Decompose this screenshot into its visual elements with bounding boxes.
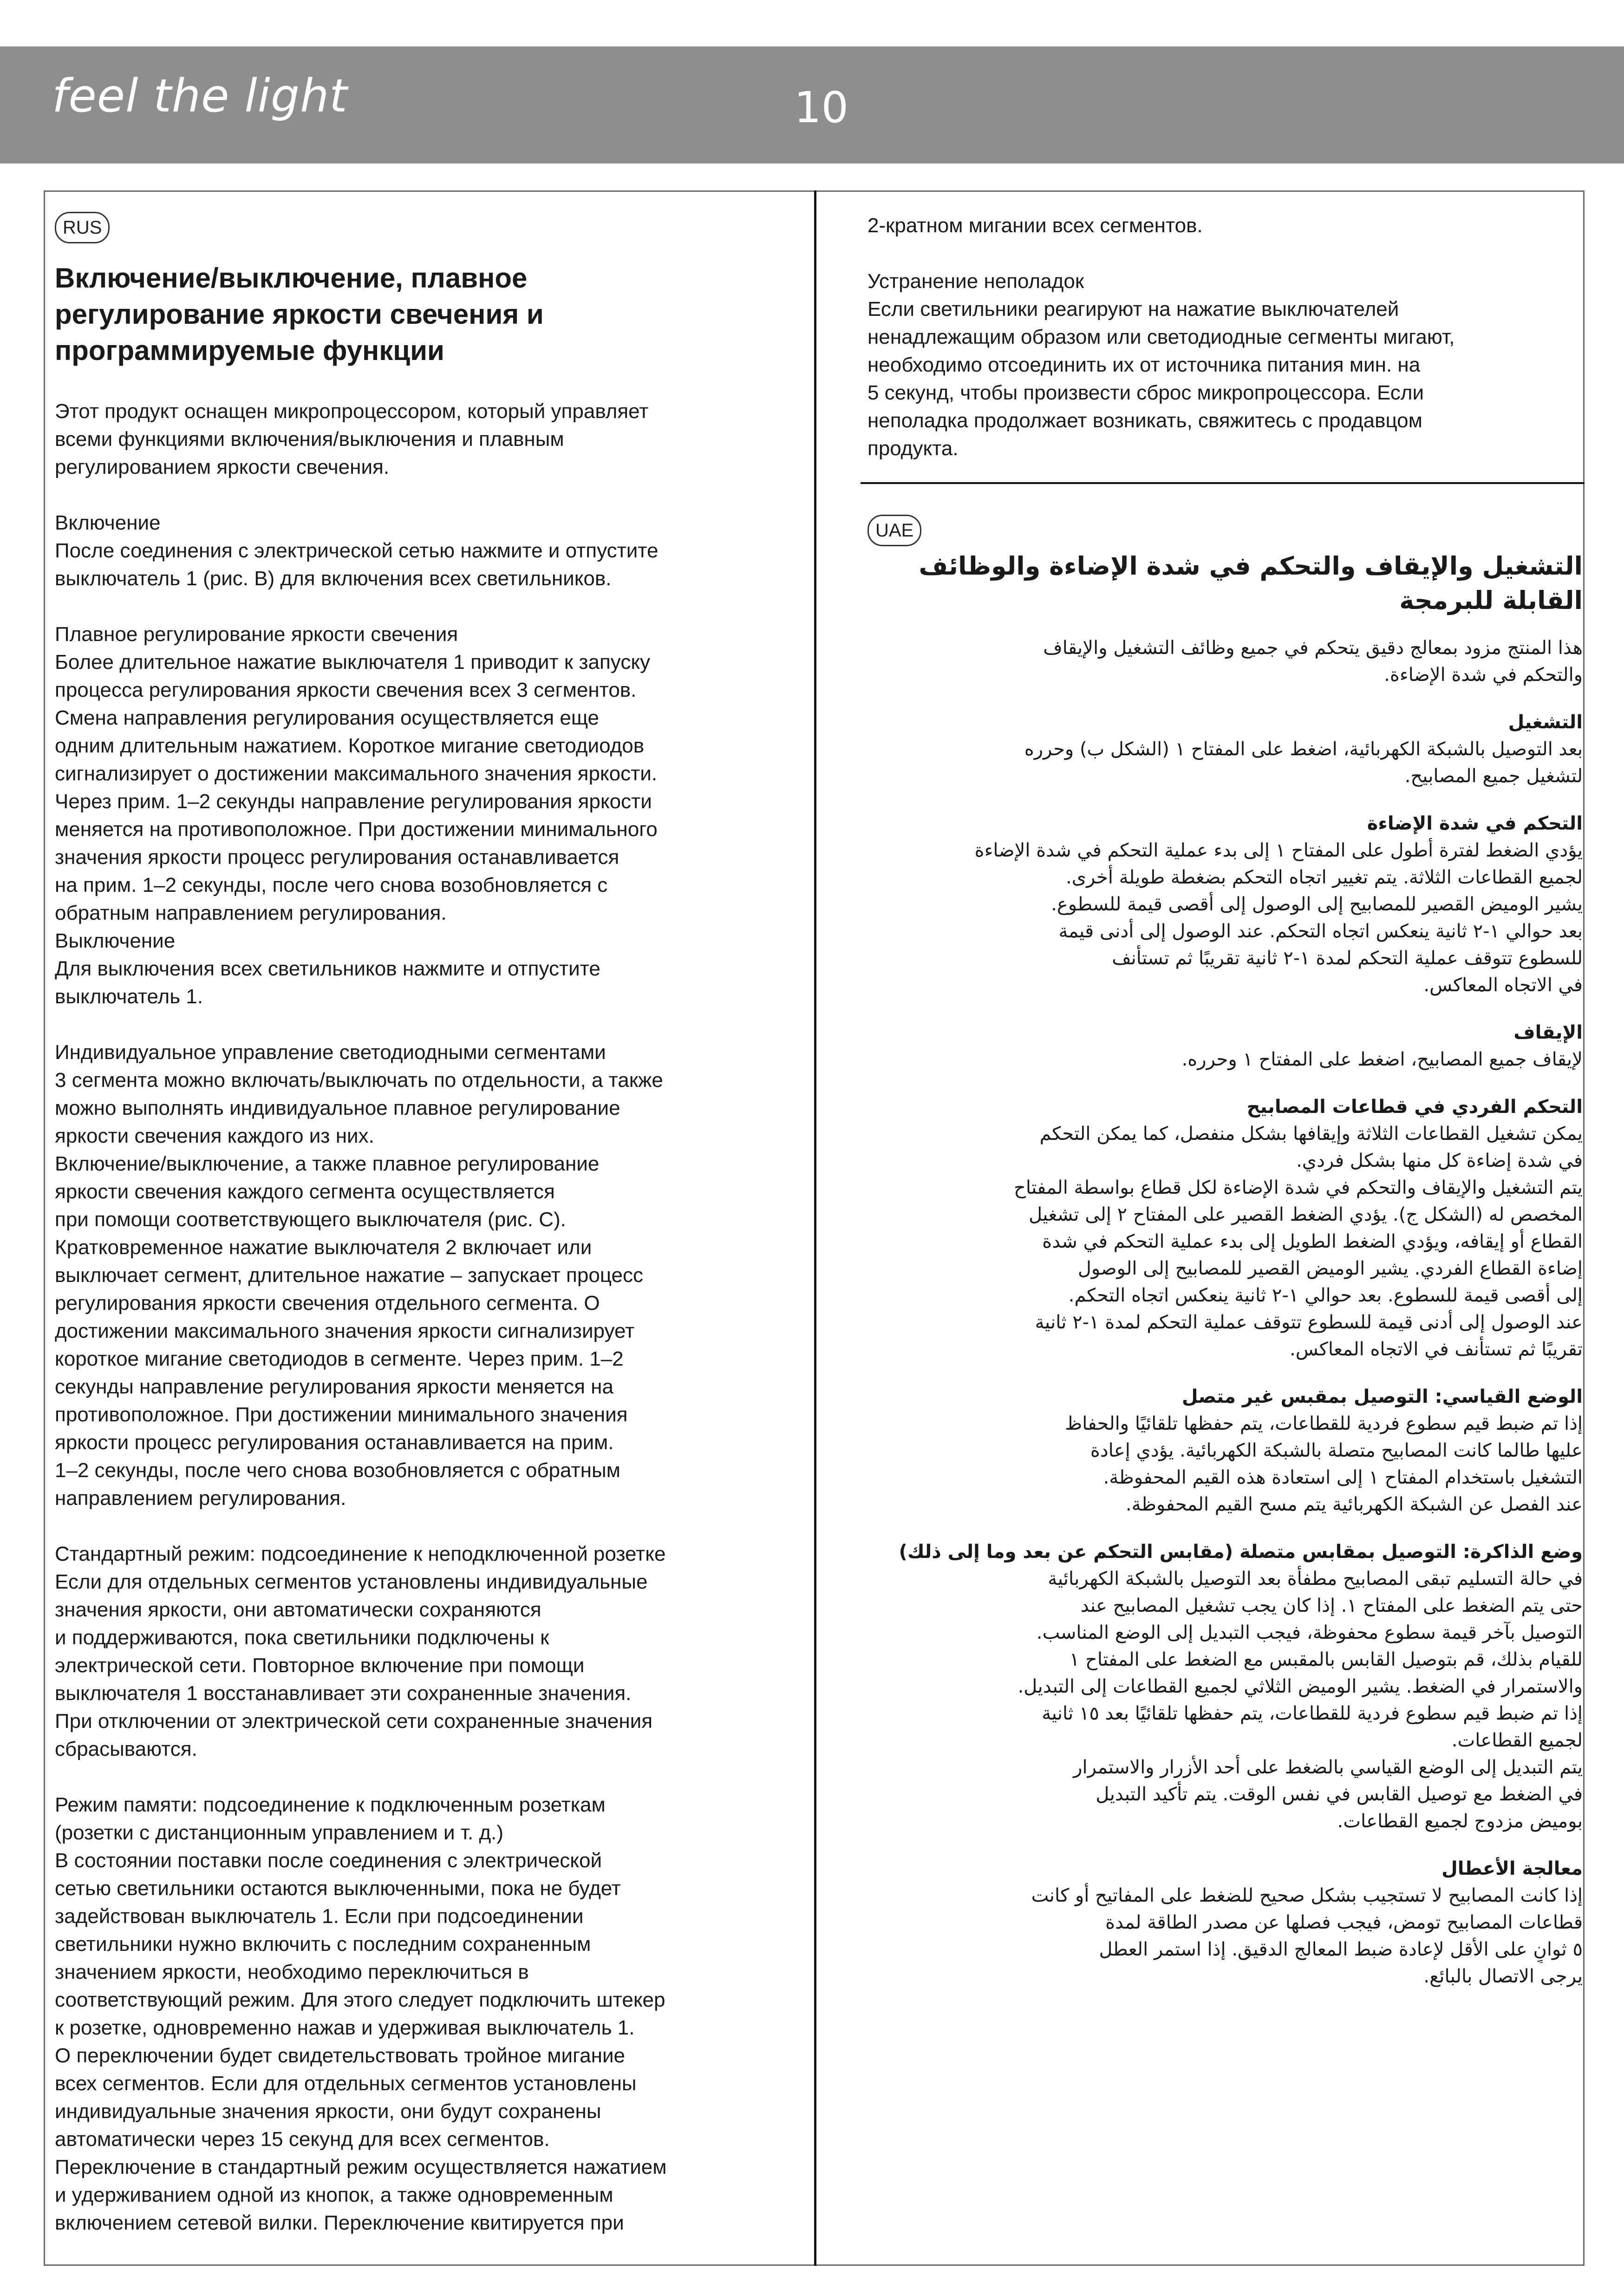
russian-column-right	[867, 212, 1564, 491]
arabic-paragraph	[867, 1383, 1583, 1518]
arabic-text-line: ٥ ثوانٍ على الأقل لإعادة ضبط المعالج الدقيق. إذا استمر العطل	[1099, 1939, 1583, 1960]
text-line: обратным направлением регулирования.	[55, 902, 447, 924]
text-line: Плавное регулирование яркости свечения	[55, 623, 458, 646]
russian-body	[55, 398, 751, 2237]
arabic-body	[867, 635, 1583, 1990]
arabic-text-line: قطاعات المصابيح تومض، فيجب فصلها عن مصدر الطاقة لمدة	[1105, 1912, 1583, 1933]
text-line: выключателя 1 восстанавливает эти сохраненные значения.	[55, 1682, 632, 1705]
text-line: выключатель 1.	[55, 985, 203, 1008]
text-line: Стандартный режим: подсоединение к неподключенной розетке	[55, 1543, 666, 1565]
language-badge-rus: RUS	[55, 212, 110, 243]
text-line: 2-кратном мигании всех сегментов.	[867, 214, 1203, 237]
text-line: всех сегментов. Если для отдельных сегментов установлены	[55, 2072, 637, 2095]
text-line: 3 сегмента можно включать/выключать по отдельности, а также	[55, 1069, 663, 1092]
text-line: можно выполнять индивидуальное плавное регулирование	[55, 1097, 620, 1119]
text-line: и поддерживаются, пока светильники подключены к	[55, 1626, 549, 1649]
text-line: при помощи соответствующего выключателя (рис. C).	[55, 1208, 566, 1231]
arabic-text-line: التشغيل باستخدام المفتاح ١ إلى استعادة هذه القيم المحفوظة.	[1103, 1467, 1583, 1488]
arabic-text-line: في الضغط مع توصيل القابس في نفس الوقت. يتم تأكيد التبديل	[1096, 1784, 1583, 1805]
text-line: неполадка продолжает возникать, свяжитесь с продавцом	[867, 409, 1422, 432]
arabic-text-line: يمكن تشغيل القطاعات الثلاثة وإيقافها بشكل منفصل، كما يمكن التحكم	[1039, 1123, 1583, 1145]
arabic-subheading: الإيقاف	[1513, 1022, 1583, 1043]
text-line: включением сетевой вилки. Переключение квитируется при	[55, 2211, 624, 2234]
text-line: Устранение неполадок	[867, 270, 1084, 293]
page-number: 10	[794, 83, 849, 132]
arabic-subheading: معالجة الأعطال	[1441, 1858, 1583, 1879]
paragraph	[867, 268, 1564, 463]
arabic-text-line: التوصيل بآخر قيمة سطوع محفوظة، فيجب التبديل إلى الوضع المناسب.	[1036, 1622, 1583, 1643]
text-line: короткое мигание светодиодов в сегменте. Через прим. 1–2	[55, 1348, 624, 1370]
arabic-text-line: للسطوع تتوقف عملية التحكم لمدة ١-٢ ثانية تقريبًا ثم تستأنف	[1112, 948, 1583, 969]
text-line: Смена направления регулирования осуществляется еще	[55, 706, 599, 729]
heading-line: регулирование яркости свечения и	[55, 299, 544, 330]
arabic-paragraph	[867, 810, 1583, 999]
text-line: Если светильники реагируют на нажатие выключателей	[867, 298, 1399, 321]
text-line: всеми функциями включения/выключения и плавным	[55, 428, 564, 451]
text-line: яркости свечения каждого сегмента осуществляется	[55, 1180, 555, 1203]
text-line: к розетке, одновременно нажав и удерживая выключатель 1.	[55, 2016, 635, 2039]
arabic-text-line: عند الفصل عن الشبكة الكهربائية يتم مسح القيم المحفوظة.	[1125, 1494, 1583, 1515]
text-line: Индивидуальное управление светодиодными сегментами	[55, 1041, 606, 1064]
text-line: 1–2 секунды, после чего снова возобновляется с обратным	[55, 1459, 620, 1482]
arabic-text-line: يرجى الاتصال بالبائع.	[1423, 1966, 1583, 1987]
text-line: Переключение в стандартный режим осуществляется нажатием	[55, 2156, 667, 2178]
arabic-text-line: بعد حوالي ١-٢ ثانية ينعكس اتجاه التحكم. عند الوصول إلى أدنى قيمة	[1058, 921, 1583, 942]
text-line: выключает сегмент, длительное нажатие – запускает процесс	[55, 1264, 643, 1287]
paragraph	[55, 509, 751, 593]
paragraph	[867, 212, 1564, 240]
text-line: Этот продукт оснащен микропроцессором, который управляет	[55, 400, 649, 423]
text-line: Включение/выключение, а также плавное регулирование	[55, 1152, 600, 1175]
arabic-column	[867, 549, 1583, 2010]
arabic-text-line: هذا المنتج مزود بمعالج دقيق يتحكم في جميع وظائف التشغيل والإيقاف	[1043, 637, 1583, 659]
text-line: на прим. 1–2 секунды, после чего снова возобновляется с	[55, 874, 608, 896]
arabic-text-line: في حالة التسليم تبقى المصابيح مطفأة بعد التوصيل بالشبكة الكهربائية	[1048, 1568, 1583, 1590]
text-line: Включение	[55, 511, 161, 534]
arabic-subheading: وضع الذاكرة: التوصيل بمقابس متصلة (مقابس التحكم عن بعد وما إلى ذلك)	[899, 1541, 1583, 1563]
text-line: меняется на противоположное. При достижении минимального	[55, 818, 658, 841]
arabic-subheading: التحكم في شدة الإضاءة	[1367, 813, 1583, 834]
text-line: Выключение	[55, 929, 176, 952]
text-line: значением яркости, необходимо переключиться в	[55, 1961, 529, 1983]
arabic-text-line: لجميع القطاعات.	[1451, 1730, 1583, 1751]
text-line: секунды направление регулирования яркости меняется на	[55, 1375, 613, 1398]
text-line: регулированием яркости свечения.	[55, 456, 390, 478]
text-line: сетью светильники остаются выключенными, пока не будет	[55, 1877, 621, 1900]
text-line: соответствующий режим. Для этого следует подключить штекер	[55, 1989, 665, 2011]
arabic-text-line: عند الوصول إلى أدنى قيمة للسطوع تتوقف عملية التحكم لمدة ١-٢ ثانية	[1035, 1312, 1583, 1333]
russian-column-left	[55, 260, 751, 2265]
arabic-text-line: لجميع القطاعات الثلاثة. يتم تغيير اتجاه التحكم بضغطة طويلة أخرى.	[1066, 867, 1583, 888]
text-line: После соединения с электрической сетью нажмите и отпустите	[55, 539, 659, 562]
text-line: и удерживанием одной из кнопок, а также одновременным	[55, 2184, 613, 2206]
arabic-text-line: بوميض مزدوج لجميع القطاعات.	[1337, 1811, 1583, 1832]
text-line: В состоянии поставки после соединения с электрической	[55, 1849, 602, 1872]
arabic-subheading: التحكم الفردي في قطاعات المصابيح	[1246, 1096, 1583, 1118]
arabic-subheading: الوضع القياسي: التوصيل بمقبس غير متصل	[1181, 1386, 1583, 1407]
arabic-text-line: يؤدي الضغط لفترة أطول على المفتاح ١ إلى بدء عملية التحكم في شدة الإضاءة	[974, 840, 1583, 861]
text-line: Если для отдельных сегментов установлены индивидуальные	[55, 1570, 648, 1593]
arabic-text-line: إذا تم ضبط قيم سطوع فردية للقطاعات، يتم حفظها تلقائيًا والحفاظ	[1065, 1413, 1583, 1434]
text-line: значения яркости, они автоматически сохраняются	[55, 1598, 541, 1621]
arabic-text-line: والاستمرار في الضغط. يشير الوميض الثلاثي لجميع القطاعات إلى التبديل.	[1017, 1676, 1583, 1697]
arabic-paragraph	[867, 1093, 1583, 1363]
text-line: яркости свечения каждого из них.	[55, 1125, 374, 1147]
arabic-text-line: في شدة إضاءة كل منها بشكل فردي.	[1296, 1150, 1583, 1171]
brand-logo: feel the light	[52, 70, 348, 123]
arabic-text-line: القطاع أو إيقافه، ويؤدي الضغط الطويل إلى بدء عملية التحكم في شدة	[1042, 1231, 1583, 1252]
text-line: значения яркости процесс регулирования останавливается	[55, 846, 620, 869]
arabic-text-line: يتم التشغيل والإيقاف والتحكم في شدة الإضاءة لكل قطاع بواسطة المفتاح	[1014, 1177, 1583, 1198]
arabic-heading: التشغيل والإيقاف والتحكم في شدة الإضاءة والوظائف القابلة للبرمجة	[919, 551, 1583, 615]
text-line: регулирования яркости свечения отдельного сегмента. О	[55, 1292, 600, 1315]
text-line: Для выключения всех светильников нажмите и отпустите	[55, 957, 600, 980]
language-badge-uae: UAE	[867, 515, 921, 546]
paragraph	[55, 398, 751, 481]
arabic-paragraph	[867, 1019, 1583, 1073]
arabic-text-line: لإيقاف جميع المصابيح، اضغط على المفتاح ١ وحرره.	[1181, 1049, 1583, 1070]
text-line: выключатель 1 (рис. B) для включения всех светильников.	[55, 567, 612, 590]
text-line: О переключении будет свидетельствовать тройное мигание	[55, 2044, 626, 2067]
text-line: направлением регулирования.	[55, 1487, 346, 1510]
text-line: сигнализирует о достижении максимального значения яркости.	[55, 762, 658, 785]
text-line: Более длительное нажатие выключателя 1 приводит к запуску	[55, 651, 651, 674]
arabic-text-line: تقريبًا ثم تستأنف في الاتجاه المعاكس.	[1290, 1339, 1583, 1360]
column-divider	[814, 190, 816, 2266]
text-line: 5 секунд, чтобы произвести сброс микропроцессора. Если	[867, 381, 1424, 404]
arabic-text-line: حتى يتم الضغط على المفتاح ١. إذا كان يجب تشغيل المصابيح عند	[1080, 1595, 1583, 1616]
text-line: продукта.	[867, 437, 959, 460]
arabic-text-line: إضاءة القطاع الفردي. يشير الوميض القصير للمصابيح إلى الوصول	[1077, 1258, 1583, 1279]
paragraph	[55, 1791, 751, 2237]
text-line: сбрасываются.	[55, 1738, 197, 1760]
heading-line: программируемые функции	[55, 335, 444, 366]
text-line: противоположное. При достижении минимального значения	[55, 1403, 628, 1426]
arabic-text-line: لتشغيل جميع المصابيح.	[1404, 765, 1583, 787]
text-line: Режим памяти: подсоединение к подключенным розеткам	[55, 1793, 606, 1816]
text-line: задействован выключатель 1. Если при подсоединении	[55, 1905, 584, 1928]
section-heading	[55, 260, 751, 369]
text-line: Через прим. 1–2 секунды направление регулирования яркости	[55, 790, 652, 813]
arabic-text-line: المخصص له (الشكل ج). يؤدي الضغط القصير على المفتاح ٢ إلى تشغيل	[1029, 1204, 1583, 1225]
arabic-text-line: والتحكم في شدة الإضاءة.	[1384, 664, 1583, 686]
heading-line: Включение/выключение, плавное	[55, 262, 528, 294]
text-line: процесса регулирования яркости свечения всех 3 сегментов.	[55, 679, 637, 701]
text-line: индивидуальные значения яркости, они будут сохранены	[55, 2100, 601, 2123]
text-line: светильники нужно включить с последним сохраненным	[55, 1933, 591, 1956]
arabic-paragraph	[867, 635, 1583, 688]
text-line: автоматически через 15 секунд для всех сегментов.	[55, 2128, 550, 2151]
paragraph	[55, 621, 751, 1011]
arabic-text-line: عليها طالما كانت المصابيح متصلة بالشبكة الكهربائية. يؤدي إعادة	[1090, 1440, 1583, 1461]
text-line: (розетки с дистанционным управлением и т. д.)	[55, 1821, 504, 1844]
text-line: необходимо отсоединить их от источника питания мин. на	[867, 353, 1421, 376]
arabic-text-line: إذا تم ضبط قيم سطوع فردية للقطاعات، يتم حفظها تلقائيًا بعد ١٥ ثانية	[1042, 1703, 1583, 1724]
paragraph	[55, 1540, 751, 1763]
arabic-text-line: للقيام بذلك، قم بتوصيل القابس بالمقبس مع الضغط على المفتاح ١	[1069, 1649, 1583, 1670]
text-line: ненадлежащим образом или светодиодные сегменты мигают,	[867, 326, 1455, 348]
text-line: одним длительным нажатием. Короткое мигание светодиодов	[55, 734, 645, 757]
arabic-paragraph	[867, 1538, 1583, 1835]
arabic-paragraph	[867, 709, 1583, 790]
arabic-subheading: التشغيل	[1508, 712, 1583, 733]
paragraph	[55, 1039, 751, 1512]
arabic-paragraph	[867, 1855, 1583, 1990]
text-line: яркости процесс регулирования останавливается на прим.	[55, 1431, 614, 1454]
arabic-text-line: يتم التبديل إلى الوضع القياسي بالضغط على أحد الأزرار والاستمرار	[1073, 1757, 1583, 1778]
arabic-text-line: إلى أقصى قيمة للسطوع. بعد حوالي ١-٢ ثانية ينعكس اتجاه التحكم.	[1068, 1285, 1583, 1306]
text-line: достижении максимального значения яркости сигнализирует	[55, 1320, 635, 1342]
text-line: Кратковременное нажатие выключателя 2 включает или	[55, 1236, 592, 1259]
text-line: При отключении от электрической сети сохраненные значения	[55, 1710, 653, 1733]
arabic-text-line: يشير الوميض القصير للمصابيح إلى الوصول إلى أقصى قيمة للسطوع.	[1051, 894, 1583, 915]
arabic-text-line: إذا كانت المصابيح لا تستجيب بشكل صحيح للضغط على المفاتيح أو كانت	[1031, 1885, 1583, 1906]
text-line: электрической сети. Повторное включение при помощи	[55, 1654, 585, 1677]
arabic-text-line: بعد التوصيل بالشبكة الكهربائية، اضغط على المفتاح ١ (الشكل ب) وحرره	[1024, 739, 1583, 760]
arabic-text-line: في الاتجاه المعاكس.	[1423, 975, 1583, 996]
